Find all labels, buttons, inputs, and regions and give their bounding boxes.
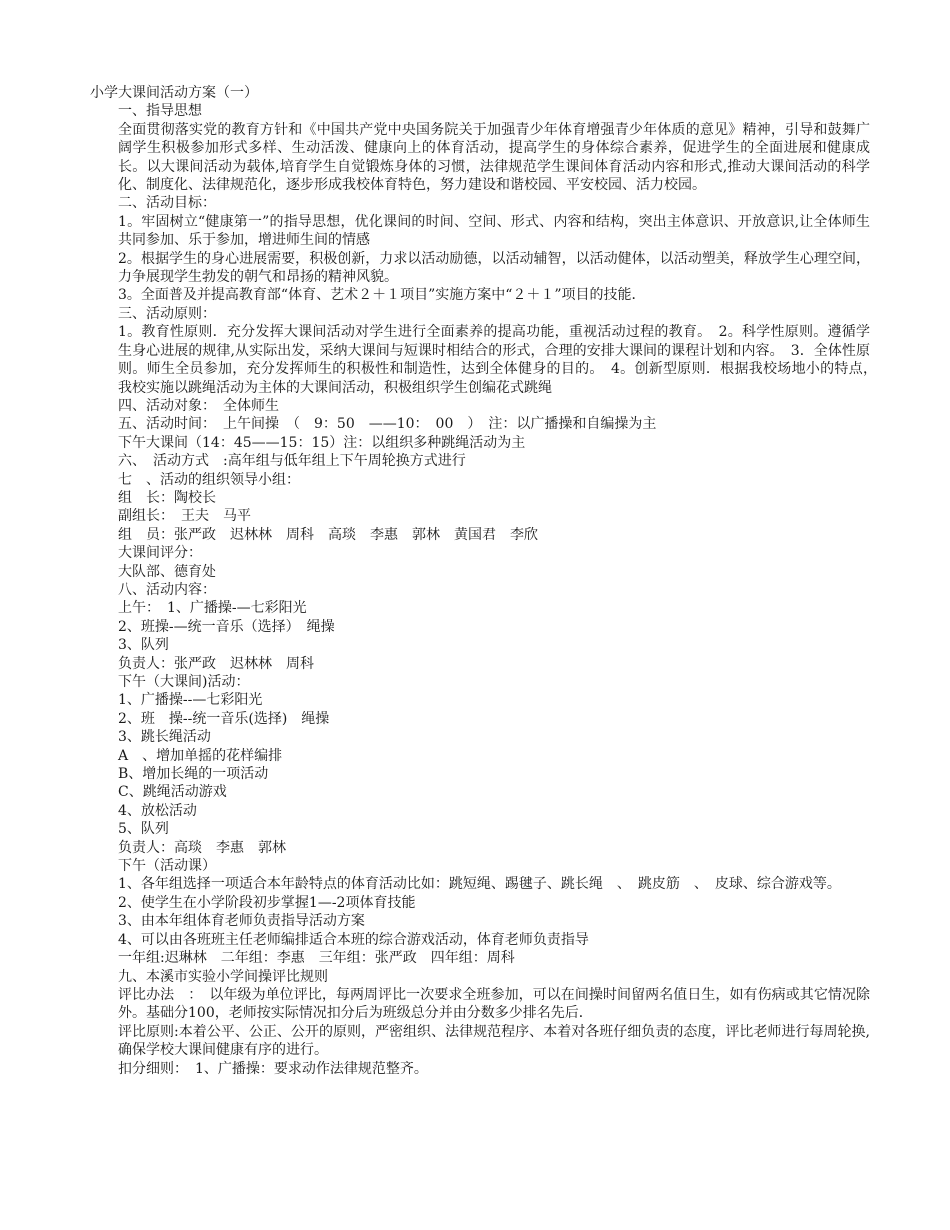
document-paragraph: 扣分细则： 1、广播操：要求动作法律规范整齐。 <box>118 1060 428 1077</box>
document-paragraph: 2、班 操--统一音乐(选择) 绳操 <box>118 710 330 727</box>
document-paragraph: 六、 活动方式 :高年组与低年组上下午周轮换方式进行 <box>118 453 466 470</box>
document-paragraph: 3、队列 <box>118 637 169 654</box>
document-paragraph: 3。全面普及并提高教育部“体育、艺术２＋１项目”实施方案中“２＋１”项目的技能． <box>118 287 646 304</box>
document-paragraph: 一年组:迟琳林 二年组：李惠 三年组：张严政 四年组：周科 <box>118 950 515 967</box>
document-paragraph: 大队部、德育处 <box>118 563 216 580</box>
document-paragraph: C、跳绳活动游戏 <box>118 784 227 801</box>
document-title: 小学大课间活动方案（一） <box>90 85 258 101</box>
document-paragraph: 上午： 1、广播操-—七彩阳光 <box>118 600 307 617</box>
document-paragraph: 七 、活动的组织领导小组： <box>118 471 300 488</box>
document-paragraph: 1、广播操--—七彩阳光 <box>118 692 263 709</box>
document-paragraph: 四、活动对象： 全体师生 <box>118 397 279 414</box>
document-paragraph: B、增加长绳的一项活动 <box>118 766 269 783</box>
document-paragraph: 五、活动时间： 上午间操 （ 9：50 ——10： 00 ） 注：以广播操和自编操为主 <box>118 416 657 433</box>
document-paragraph: 一、指导思想 <box>118 103 202 120</box>
document-paragraph: 大课间评分： <box>118 545 202 562</box>
document-paragraph: 3、跳长绳活动 <box>118 729 211 746</box>
document-paragraph: 评比办法 ： 以年级为单位评比，每两周评比一次要求全班参加，可以在间操时间留两名值日生，如有伤病或其它情况除外。基础分100，老师按实际情况扣分后为班级总分并由分数多少排名先后． <box>118 986 870 1022</box>
document-paragraph: 2、使学生在小学阶段初步掌握1—-2项体育技能 <box>118 894 416 911</box>
document-paragraph: 4、可以由各班班主任老师编排适合本班的综合游戏活动，体育老师负责指导 <box>118 931 589 948</box>
document-paragraph: 下午（大课间)活动： <box>118 674 250 690</box>
document-body <box>90 102 884 1078</box>
document-paragraph: 1。教育性原则．充分发挥大课间活动对学生进行全面素养的提高功能，重视活动过程的教育。 2。科学性原则。遵循学生身心进展的规律,从实际出发，采纳大课间与短课时相结合的形式，合理的安排大课间的课程计划和内容。 3．全体性原则。师生全员参加，充分发挥师生的积极性和制造性，达到全体健身的目的。 4。创新型原则．根据我校场地小的特点， 我校实施以跳绳活动为主体的大课间活动，积极组织学生创编花式跳绳 <box>118 324 884 396</box>
document-paragraph: 负责人：高琰 李惠 郭林 <box>118 839 286 856</box>
document-paragraph: 3、由本年组体育老师负责指导活动方案 <box>118 913 365 930</box>
document-paragraph: 九、本溪市实验小学间操评比规则 <box>118 968 328 985</box>
document-paragraph: 4、放松活动 <box>118 802 197 819</box>
document-paragraph: 副组长： 王夫 马平 <box>118 508 251 525</box>
document-paragraph: 八、活动内容： <box>118 581 216 598</box>
document-paragraph: 评比原则:本着公平、公正、公开的原则，严密组织、法律规范程序、本着对各班仔细负责的态度，评比老师进行每周轮换,确保学校大课间健康有序的进行。 <box>118 1023 870 1059</box>
document-paragraph: 全面贯彻落实党的教育方针和《中国共产党中央国务院关于加强青少年体育增强青少年体质的意见》精神，引导和鼓舞广阔学生积极参加形式多样、生动活泼、健康向上的体育活动，提高学生的身体综合素养，促进学生的全面进展和健康成长。以大课间活动为载体,培育学生自觉锻炼身体的习惯，法律规范学生课间体育活动内容和形式,推动大课间活动的科学化、制度化、法律规范化，逐步形成我校体育特色，努力建设和谐校园、平安校园、活力校园。 <box>118 121 870 194</box>
document-paragraph: 下午大课间（14：45——15：15）注：以组织多种跳绳活动为主 <box>118 434 526 451</box>
document-paragraph: 2。根据学生的身心进展需要，积极创新，力求以活动励德，以活动辅智，以活动健体，以活动塑美，释放学生心理空间，力争展现学生勃发的朝气和昂扬的精神风貌。 <box>118 250 870 286</box>
document-paragraph: 5、队列 <box>118 821 169 838</box>
document-paragraph: 组 长：陶校长 <box>118 489 216 506</box>
document-paragraph: 1。牢固树立“健康第一”的指导思想，优化课间的时间、空间、形式、内容和结构，突出主体意识、开放意识,让全体师生共同参加、乐于参加，增进师生间的情感 <box>118 213 870 249</box>
document-paragraph: 负责人：张严政 迟林林 周科 <box>118 655 314 672</box>
document-page <box>90 84 884 1078</box>
document-paragraph: A 、增加单摇的花样编排 <box>118 747 283 764</box>
document-paragraph: 下午（活动课） <box>118 858 216 875</box>
document-paragraph: 三、活动原则： <box>118 305 216 322</box>
document-paragraph: 组 员：张严政 迟林林 周科 高琰 李惠 郭林 黄国君 李欣 <box>118 526 538 543</box>
document-paragraph: 1、各年组选择一项适合本年龄特点的体育活动比如：跳短绳、踢毽子、跳长绳 、 跳皮筋 、 皮球、综合游戏等。 <box>118 876 841 893</box>
document-paragraph: 二、活动目标： <box>118 195 216 212</box>
document-paragraph: 2、班操-—统一音乐（选择） 绳操 <box>118 618 335 635</box>
